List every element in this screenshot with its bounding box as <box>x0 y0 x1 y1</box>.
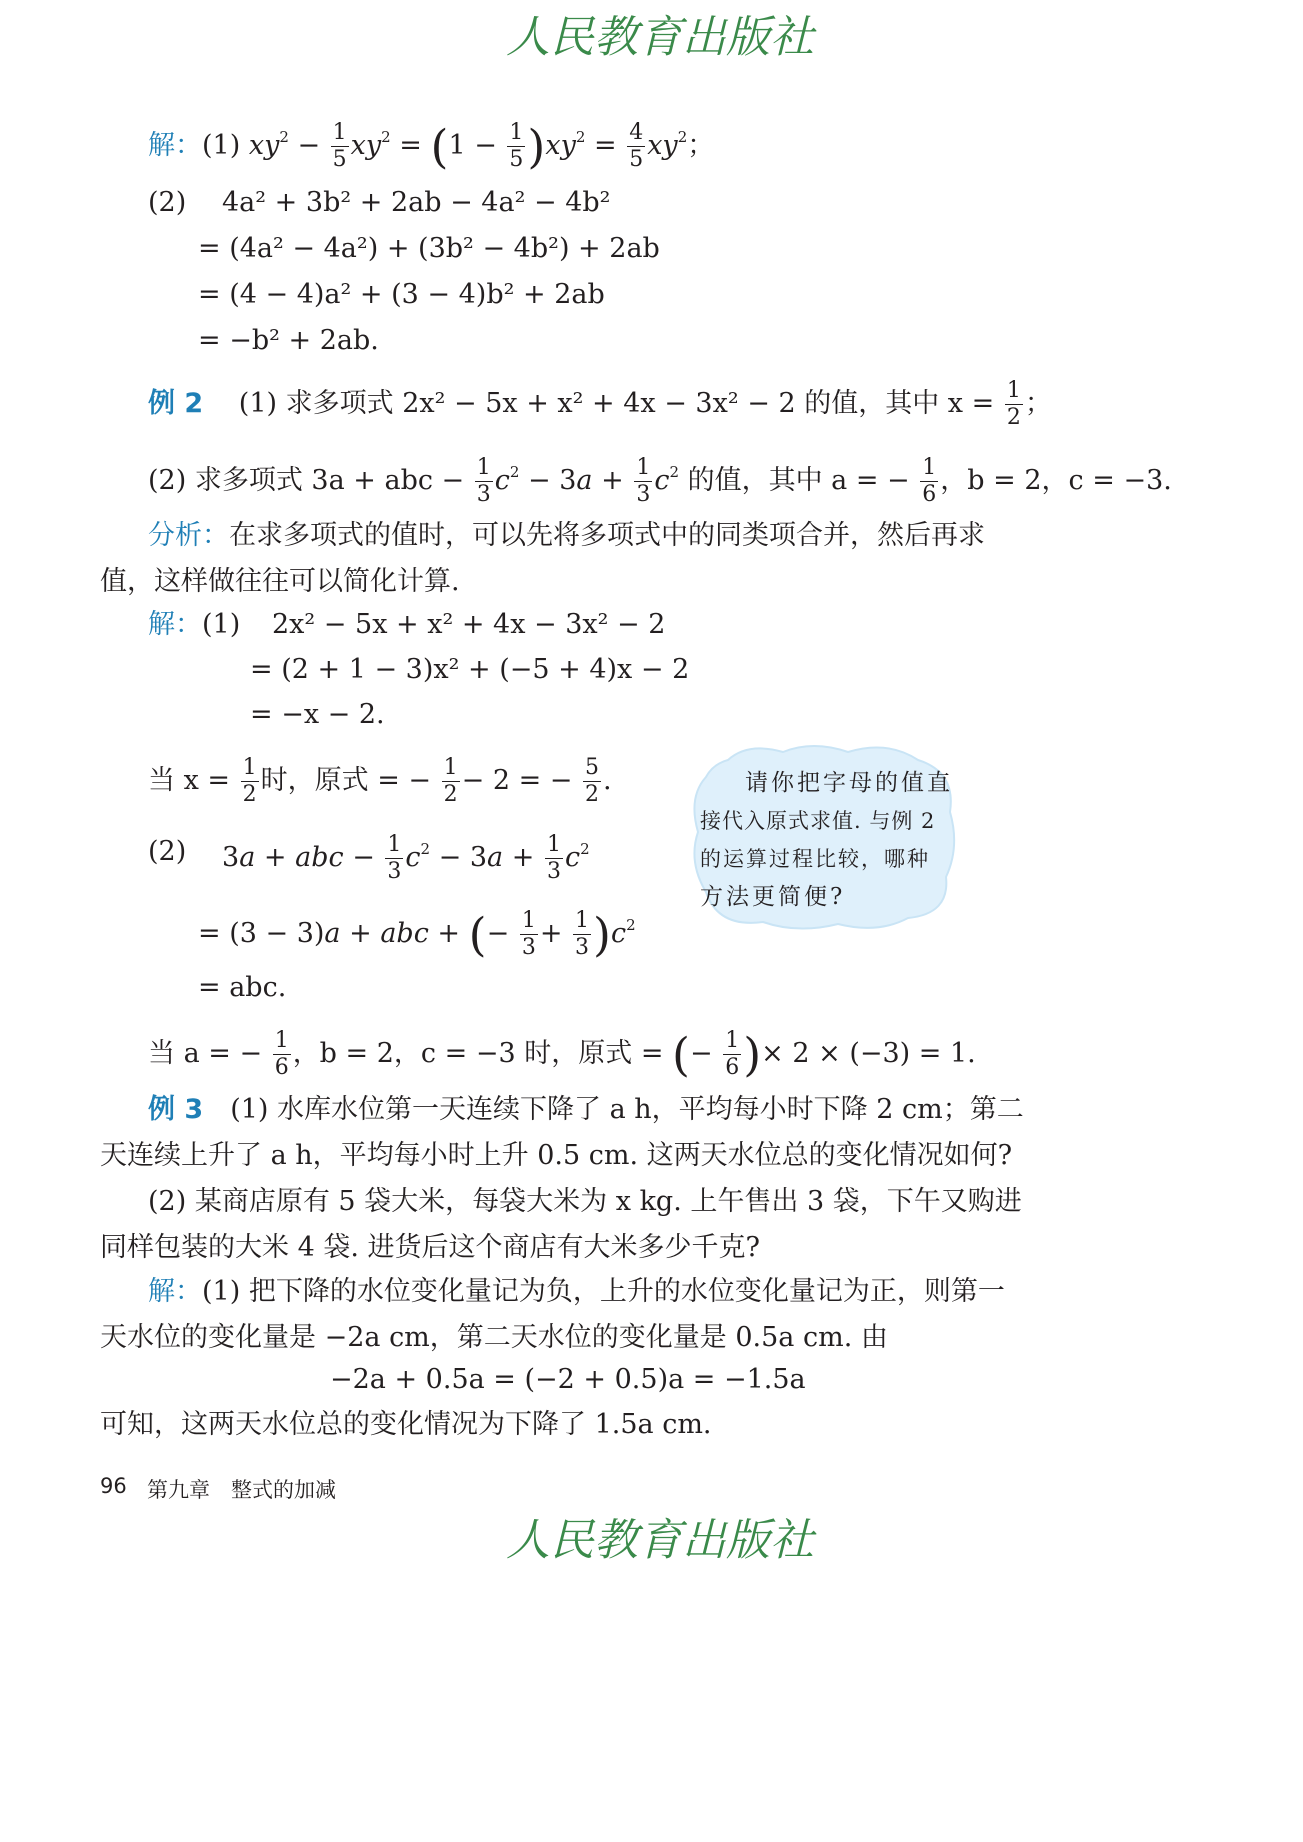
solution2-when2: 当 a = − $\frac{1}{6}$ ，b = 2，c = −3 时，原式 = (− $\frac{1}{6}$ )× 2 × (−3) = 1. <box>148 1027 976 1082</box>
fraction: $\frac{1}{2}$ <box>1006 378 1021 430</box>
svg-text:人民教育出版社: 人民教育出版社 <box>506 12 814 63</box>
fraction: $\frac{1}{3}$ <box>387 832 402 884</box>
solution-label: 解： <box>148 130 202 161</box>
solution1-line4: = (4 − 4)a² + (3 − 4)b² + 2ab <box>198 279 605 310</box>
bubble-line1: 请你把字母的值直 <box>745 770 953 796</box>
fraction: $\frac{1}{5}$ <box>509 120 524 172</box>
fraction: $\frac{1}{3}$ <box>476 455 491 507</box>
solution1-line1: 解：(1) $xy^2$ − $\frac{1}{5}$ $xy^2 = (1$ − $\frac{1}{5}$ )$xy^2$ = $\frac{4}{5}$ $xy^2$； <box>148 119 715 174</box>
example3-solution-line4: 可知，这两天水位总的变化情况为下降了 1.5a cm. <box>100 1409 712 1440</box>
example-label: 例 2 <box>148 388 204 419</box>
fraction: $\frac{1}{2}$ <box>242 755 257 807</box>
example3-q2-line2: 同样包装的大米 4 袋. 进货后这个商店有大米多少千克? <box>100 1232 760 1263</box>
chapter-title: 第九章 整式的加减 <box>147 1478 336 1502</box>
publisher-logo <box>480 2 840 72</box>
example-label: 例 3 <box>148 1094 204 1125</box>
fraction: $\frac{1}{3}$ <box>546 832 561 884</box>
fraction: $\frac{1}{3}$ <box>575 908 590 960</box>
example3-q1-line2: 天连续上升了 a h，平均每小时上升 0.5 cm. 这两天水位总的变化情况如何? <box>100 1140 1013 1171</box>
solution-label: 解： <box>148 609 202 640</box>
example3-q2-line1: (2) 某商店原有 5 袋大米，每袋大米为 x kg. 上午售出 3 袋，下午又购进 <box>148 1186 1022 1217</box>
solution2-expr2: = (2 + 1 − 3)x² + (−5 + 4)x − 2 <box>250 654 690 685</box>
solution2-expr4: 3a + abc − $\frac{1}{3}$ $c^2 - 3a$ + $\frac{1}{3}$ $c^2$ <box>222 832 590 884</box>
example2-question2: (2) 求多项式 3a + abc − $\frac{1}{3}$ $c^2 - 3a$ + $\frac{1}{3}$ $c^2$ 的值，其中 a = − $\frac{1}{6}$ ，b = 2，c = −3. <box>148 455 1172 507</box>
solution1-line3: = (4a² − 4a²) + (3b² − 4b²) + 2ab <box>198 233 660 264</box>
solution2-expr1: 2x² − 5x + x² + 4x − 3x² − 2 <box>272 609 666 640</box>
fraction: $\frac{1}{5}$ <box>332 120 347 172</box>
example2-question1: 例 2 (1) 求多项式 2x² − 5x + x² + 4x − 3x² − 2 的值，其中 x = $\frac{1}{2}$ ； <box>148 378 1052 430</box>
solution2-expr6: = abc. <box>198 972 287 1003</box>
solution1-part2-label: (2) <box>148 187 187 218</box>
fraction: $\frac{5}{2}$ <box>585 755 600 807</box>
example3-solution-line1: 解：(1) 把下降的水位变化量记为负，上升的水位变化量记为正，则第一 <box>148 1276 1005 1307</box>
solution1-line5: = −b² + 2ab. <box>198 325 379 356</box>
example3-solution-equation: −2a + 0.5a = (−2 + 0.5)a = −1.5a <box>330 1364 806 1395</box>
fraction: $\frac{1}{3}$ <box>521 908 536 960</box>
solution-label: 解： <box>148 1276 202 1307</box>
solution2-part2-label: (2) <box>148 836 187 867</box>
analysis-label: 分析： <box>148 520 229 551</box>
analysis-line2: 值，这样做往往可以简化计算. <box>100 566 460 597</box>
bubble-line3: 的运算过程比较，哪种 <box>700 847 930 871</box>
fraction: $\frac{1}{6}$ <box>274 1028 289 1080</box>
solution2-line1: 解：(1) <box>148 609 241 640</box>
publisher-logo-bottom <box>480 1505 840 1575</box>
fraction: $\frac{1}{6}$ <box>725 1028 740 1080</box>
solution1-line2: 4a² + 3b² + 2ab − 4a² − 4b² <box>222 187 611 218</box>
bubble-line4: 方法更简便? <box>700 884 846 910</box>
fraction: $\frac{1}{2}$ <box>443 755 458 807</box>
fraction: $\frac{1}{3}$ <box>636 455 651 507</box>
fraction: $\frac{1}{6}$ <box>922 455 937 507</box>
example3-solution-line2: 天水位的变化量是 −2a cm，第二天水位的变化量是 0.5a cm. 由 <box>100 1322 888 1353</box>
page-number: 96 <box>100 1474 127 1498</box>
bubble-line2: 接代入原式求值. 与例 2 <box>700 809 936 833</box>
solution2-expr3: = −x − 2. <box>250 699 385 730</box>
fraction: $\frac{4}{5}$ <box>629 120 644 172</box>
example3-q1-line1: 例 3 (1) 水库水位第一天连续下降了 a h，平均每小时下降 2 cm；第二 <box>148 1094 1024 1125</box>
solution2-expr5: = (3 − 3)a + abc + (− $\frac{1}{3}$ + $\frac{1}{3}$ )$c^2$ <box>198 907 636 962</box>
solution2-when1: 当 x = $\frac{1}{2}$ 时，原式 = − $\frac{1}{2}$ − 2 = − $\frac{5}{2}$ . <box>148 755 612 807</box>
svg-text:人民教育出版社: 人民教育出版社 <box>506 1515 814 1566</box>
analysis-line1: 分析：在求多项式的值时，可以先将多项式中的同类项合并，然后再求 <box>148 520 985 551</box>
